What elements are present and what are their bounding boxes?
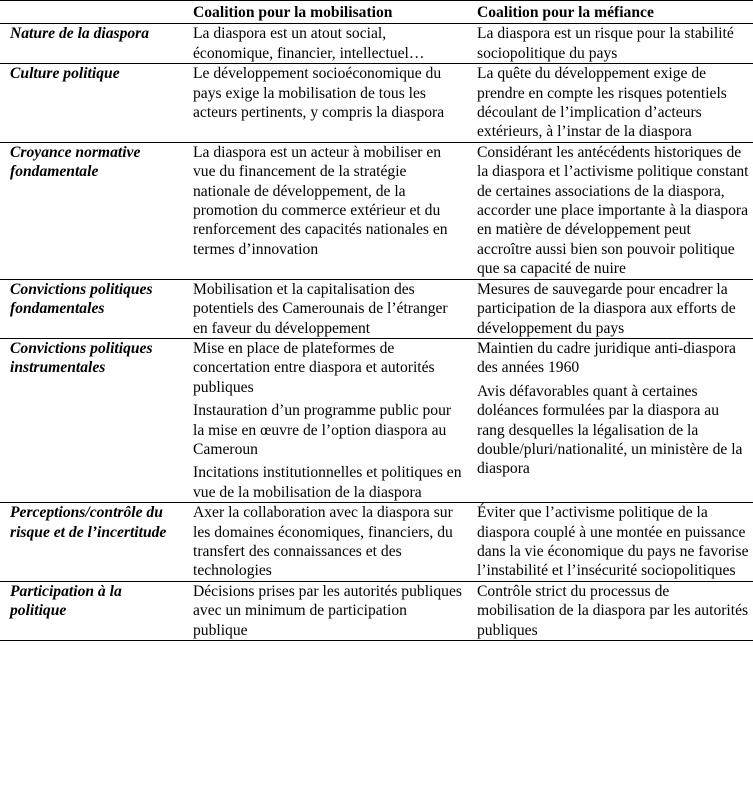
- table-row: [0, 338, 753, 502]
- table-row: [0, 503, 753, 582]
- mefiance-cell: [469, 581, 753, 640]
- cell-text: La diaspora est un risque pour la stabilité sociopolitique du pays: [477, 25, 734, 62]
- mefiance-cell: [469, 503, 753, 582]
- mefiance-cell: [469, 142, 753, 279]
- cell-text: Avis défavorables quant à certaines doléances formulées par la diaspora au rang desquelles la légalisation de la double/pluri/nationalité, un ministère de la diaspora: [477, 382, 743, 478]
- table-header-row: [0, 1, 753, 24]
- mefiance-cell: [469, 24, 753, 64]
- cell-text: La diaspora est un atout social, économique, financier, intellectuel…: [193, 25, 425, 62]
- header-category: [0, 1, 185, 24]
- mobilisation-cell: [185, 503, 469, 582]
- mefiance-cell: [469, 64, 753, 143]
- row-category: Culture politique: [0, 64, 185, 143]
- mobilisation-cell: [185, 24, 469, 64]
- row-category: Convictions politiques instrumentales: [0, 338, 185, 502]
- cell-text: Contrôle strict du processus de mobilisation de la diaspora par les autorités publiques: [477, 582, 749, 639]
- mobilisation-cell: [185, 581, 469, 640]
- table-row: [0, 279, 753, 338]
- cell-text: Mesures de sauvegarde pour encadrer la participation de la diaspora aux efforts de développement du pays: [477, 280, 736, 337]
- cell-text: La diaspora est un acteur à mobiliser en vue du financement de la stratégie nationale de développement, de la promotion du commerce extérieur et du renforcement des capacités nationales en termes d’innovation: [193, 143, 448, 258]
- header-mobilisation: Coalition pour la mobilisation: [185, 1, 469, 24]
- mobilisation-cell: [185, 279, 469, 338]
- row-category: Croyance normative fondamentale: [0, 142, 185, 279]
- row-category: Perceptions/contrôle du risque et de l’incertitude: [0, 503, 185, 582]
- row-category: Convictions politiques fondamentales: [0, 279, 185, 338]
- row-category: Nature de la diaspora: [0, 24, 185, 64]
- cell-text: Axer la collaboration avec la diaspora sur les domaines économiques, financiers, du transfert des connaissances et des technologies: [193, 504, 453, 580]
- cell-text: Mise en place de plateformes de concertation entre diaspora et autorités publiques: [193, 339, 435, 396]
- cell-text: Maintien du cadre juridique anti-diaspora des années 1960: [477, 339, 736, 377]
- cell-text: Décisions prises par les autorités publiques avec un minimum de participation publique: [193, 582, 462, 639]
- cell-text: Incitations institutionnelles et politiques en vue de la mobilisation de la diaspora: [193, 464, 462, 501]
- header-mefiance: Coalition pour la méfiance: [469, 1, 753, 24]
- table-row: [0, 581, 753, 640]
- row-category: Participation à la politique: [0, 581, 185, 640]
- table-row: [0, 64, 753, 143]
- mobilisation-cell: [185, 142, 469, 279]
- mefiance-cell: [469, 279, 753, 338]
- table-row: [0, 24, 753, 64]
- cell-text: Mobilisation et la capitalisation des potentiels des Camerounais de l’étranger en faveur du développement: [193, 280, 448, 337]
- mefiance-cell: [469, 338, 753, 502]
- cell-text: Le développement socioéconomique du pays exige la mobilisation de tous les acteurs pertinents, y compris la diaspora: [193, 65, 445, 122]
- cell-text: Éviter que l’activisme politique de la diaspora couplé à une montée en puissance dans la vie économique du pays ne favorise l’instabilité et l’insécurité sociopolitiques: [477, 504, 749, 580]
- cell-text: Considérant les antécédents historiques de la diaspora et l’activisme politique constant de certaines associations de la diaspora, accorder une place importante à la diaspora en matière de développement peut accroître aussi bien son pouvoir politique que sa capacité de nuire: [477, 143, 749, 278]
- cell-text: Instauration d’un programme public pour la mise en œuvre de l’option diaspora au Cameroun: [193, 402, 452, 458]
- mobilisation-cell: [185, 64, 469, 143]
- table-row: [0, 142, 753, 279]
- cell-text: La quête du développement exige de prendre en compte les risques potentiels découlant de l’implication d’acteurs extérieurs, à l’instar de la diaspora: [477, 65, 727, 141]
- mobilisation-cell: [185, 338, 469, 502]
